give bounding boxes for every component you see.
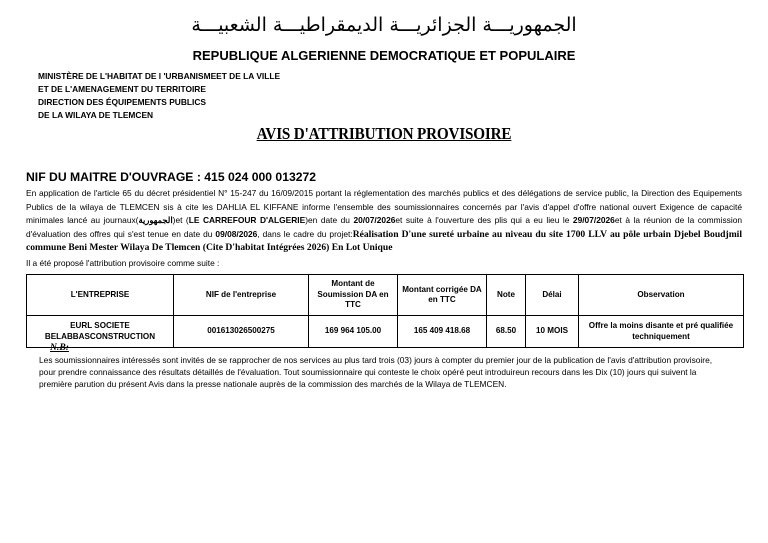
cell-note: 68.50	[487, 316, 526, 348]
attribution-table	[26, 274, 744, 348]
owner-nif: NIF DU MAITRE D'OUVRAGE : 415 024 000 013272	[26, 170, 317, 184]
table-row	[27, 316, 744, 348]
para-text: , dans le cadre du projet:	[257, 228, 353, 239]
cell-montant-soumission: 169 964 105.00	[309, 316, 398, 348]
cell-montant-corrige: 165 409 418.68	[398, 316, 487, 348]
col-header-entreprise: L'ENTREPRISE	[27, 275, 174, 316]
date-evaluation: 09/08/2026	[215, 228, 258, 239]
cell-entreprise: EURL SOCIETE BELABBASCONSTRUCTION	[27, 316, 174, 348]
cell-delai: 10 MOIS	[526, 316, 579, 348]
notice-title: AVIS D'ATTRIBUTION PROVISOIRE	[256, 124, 512, 143]
para-text: )et (	[172, 215, 189, 226]
para-text: )en date du	[305, 215, 354, 226]
journal-french: LE CARREFOUR D'ALGERIE	[188, 215, 306, 226]
date-opening: 29/07/2026	[572, 215, 615, 226]
col-header-observation: Observation	[579, 275, 744, 316]
arabic-republic-title: الجمهوريـــة الجزائريـــة الديمقراطيـــة الشعبيـــة	[191, 14, 577, 36]
col-header-nif: NIF de l'entreprise	[174, 275, 309, 316]
para-text: En application de l'article 65 du décret présidentiel N° 15-247 du 16/09/2015 portant la réglementation des marchés publics et des délégations de service public, la Direction des Equipements Publics de la wilaya de TLEMCEN sis à cite les DAHLIA EL KIFFANE informe l'ensemble des soumissionnaires concernés par l'avis d'appel d'offre national ouvert Exigence de capacité minimales lancé au journaux(	[26, 188, 742, 226]
table-header-row	[27, 275, 744, 316]
cell-observation: Offre la moins disante et pré qualifiée techniquement	[579, 316, 744, 348]
col-header-montant-corrige: Montant corrigée DA en TTC	[398, 275, 487, 316]
nb-label: N.B:	[50, 342, 69, 353]
project-title: Réalisation D'une sureté urbaine au niveau du site 1700 LLV au pôle urbain Djebel Boudjmil commune Beni Mester Wilaya De Tlemcen (Cite D'habitat Intégrées 2026) En Lot Unique	[26, 228, 743, 254]
ministry-line: DIRECTION DES ÉQUIPEMENTS PUBLICS	[38, 97, 206, 107]
date-publication: 20/07/2026	[353, 215, 396, 226]
proposal-line: Il a été proposé l'attribution provisoire comme suite :	[26, 258, 220, 268]
ministry-line: ET DE L'AMENAGEMENT DU TERRITOIRE	[38, 84, 206, 94]
ministry-line: DE LA WILAYA DE TLEMCEN	[38, 110, 154, 120]
para-text: et suite à l'ouverture des plis qui a eu lieu le	[395, 215, 573, 226]
col-header-note: Note	[487, 275, 526, 316]
ministry-line: MINISTÈRE DE L'HABITAT DE l 'URBANISMEET DE LA VILLE	[38, 71, 281, 81]
cell-nif: 001613026500275	[174, 316, 309, 348]
nb-text: Les soumissionnaires intéressés sont invités de se rapprocher de nos services au plus tard trois (03) jours à compter du premier jour de la publication de l'avis d'attribution provisoire, pour prendre connaissance des résultats détaillés de l'évaluation. Tout soumissionnaire qui conteste le choix opéré peut introduireun recours dans les Dix (10) jours qui suivent la première parution du présent Avis dans la presse nationale auprès de la commission des marchés de la Wilaya de TLEMCEN.	[39, 355, 713, 389]
journal-arabic: الجمهورية	[138, 215, 173, 226]
col-header-montant-soumission: Montant de Soumission DA en TTC	[309, 275, 398, 316]
ministry-block	[38, 70, 280, 122]
french-republic-title: REPUBLIQUE ALGERIENNE DEMOCRATIQUE ET POPULAIRE	[192, 48, 576, 63]
notice-paragraph	[26, 187, 742, 255]
para-text: et à la réunion de la commission d'évaluation des offres qui s'est tenue en date du	[26, 215, 743, 239]
col-header-delai: Délai	[526, 275, 579, 316]
